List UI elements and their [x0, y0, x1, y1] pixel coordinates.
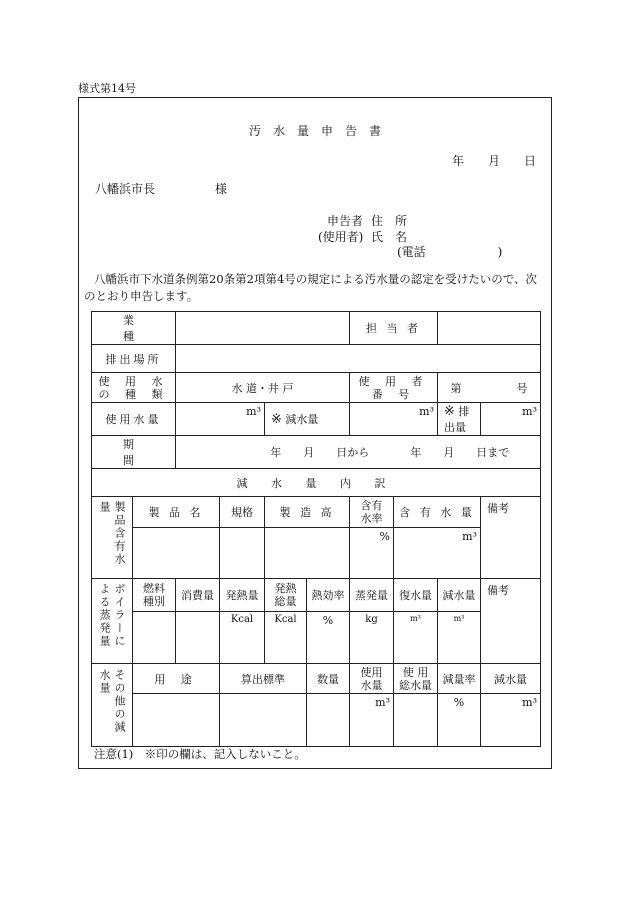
form-number: 様式第14号: [78, 82, 136, 95]
condensate-input[interactable]: m³: [394, 612, 438, 664]
consumption-header: 消費量: [176, 579, 220, 612]
boiler-reduction-header: 減水量: [438, 579, 481, 612]
statement-line-1: 八幡浜市下水道条例第20条第2項第4号の規定による汚水量の認定を受けたいので、次: [94, 272, 538, 286]
evaporation-header: 蒸発量: [350, 579, 394, 612]
rate-input[interactable]: %: [438, 694, 481, 747]
reduced-amount-label: ※ 減水量: [265, 403, 350, 436]
product-side-label: 製品含有水量: [92, 497, 133, 579]
user-number-label: 使 用 者 番 号: [350, 373, 438, 403]
user-number-input[interactable]: [438, 373, 541, 403]
phone-field: (電話 ): [397, 245, 503, 259]
heat-value-header: 発熱量: [220, 579, 265, 612]
product-name-header: 製 品 名: [133, 497, 220, 528]
business-type-label: 業 種: [92, 312, 176, 345]
user-number-suffix: 号: [516, 381, 528, 395]
efficiency-input[interactable]: %: [307, 612, 350, 664]
heat-value-input[interactable]: Kcal: [220, 612, 265, 664]
boiler-side-label: ボイラーによる蒸発量: [92, 579, 133, 664]
fuel-type-header: 燃料 種別: [133, 579, 176, 612]
water-content-input[interactable]: m³: [394, 528, 481, 579]
boiler-reduction-input[interactable]: m³: [438, 612, 481, 664]
period-input[interactable]: [176, 436, 541, 469]
rate-header: 減量率: [438, 664, 481, 694]
period-to: 年 月 日まで: [410, 446, 510, 459]
evaporation-input[interactable]: kg: [350, 612, 394, 664]
production-header: 製 造 高: [265, 497, 350, 528]
water-rate-input[interactable]: %: [350, 528, 394, 579]
total-water-input[interactable]: [394, 694, 438, 747]
fuel-type-input[interactable]: [133, 612, 176, 664]
other-reduction-header: 減水量: [481, 664, 541, 694]
other-reduction-input[interactable]: m³: [481, 694, 541, 747]
total-heat-header: 発熱 総量: [265, 579, 307, 612]
applicant-label-1: 申告者: [327, 214, 364, 228]
water-type-label: 使 用 水 の 種 類: [92, 373, 176, 403]
total-water-header: 使 用 総水量: [394, 664, 438, 694]
basis-input[interactable]: [220, 694, 307, 747]
water-content-header: 含 有 水 量: [394, 497, 481, 528]
date-line: 年 月 日: [452, 154, 537, 168]
purpose-header: 用 途: [133, 664, 220, 694]
period-from: 年 月 日から: [270, 446, 370, 459]
product-name-input[interactable]: [133, 528, 220, 579]
declaration-table: [91, 311, 541, 747]
person-in-charge-label: 担 当 者: [350, 312, 438, 345]
asterisk-mark: ※: [271, 412, 282, 427]
asterisk-mark: ※: [444, 404, 455, 419]
user-number-prefix: 第: [450, 381, 462, 395]
water-rate-header: 含有 水率: [350, 497, 394, 528]
water-used-label: 使用水量: [92, 403, 176, 436]
other-side-label: その他の減水量: [92, 664, 133, 747]
efficiency-header: 熱効率: [307, 579, 350, 612]
period-label: 期 間: [92, 436, 176, 469]
discharge-place-label: 排出場所: [92, 345, 176, 373]
product-remarks: 備考: [481, 497, 541, 579]
address-field-label: 住 所: [371, 214, 408, 228]
consumption-input[interactable]: [176, 612, 220, 664]
purpose-input[interactable]: [133, 694, 220, 747]
breakdown-header: 減 水 量 内 訳: [92, 469, 541, 497]
addressee: 八幡浜市長 様: [95, 182, 228, 196]
business-type-input[interactable]: [176, 312, 350, 345]
discharge-place-input[interactable]: [176, 345, 541, 373]
water-used-input[interactable]: m³: [176, 403, 265, 436]
production-input[interactable]: [265, 528, 350, 579]
form-title: 汚 水 量 申 告 書: [248, 124, 381, 138]
quantity-header: 数量: [307, 664, 350, 694]
footnote: 注意(1) ※印の欄は、記入しないこと。: [94, 747, 306, 761]
basis-header: 算出標準: [220, 664, 307, 694]
water-used-amount-input[interactable]: m³: [350, 694, 394, 747]
water-used-header: 使用 水量: [350, 664, 394, 694]
boiler-remarks: 備考: [481, 579, 541, 664]
discharged-amount-input[interactable]: m³: [481, 403, 541, 436]
spec-input[interactable]: [220, 528, 265, 579]
applicant-label-2: (使用者): [318, 230, 364, 244]
statement-line-2: のとおり申告します。: [84, 289, 199, 303]
name-field-label: 氏 名: [371, 230, 408, 244]
quantity-input[interactable]: [307, 694, 350, 747]
total-heat-input[interactable]: Kcal: [265, 612, 307, 664]
spec-header: 規格: [220, 497, 265, 528]
water-type-value[interactable]: 水 道・井 戸: [176, 373, 350, 403]
person-in-charge-input[interactable]: [438, 312, 541, 345]
condensate-header: 復水量: [394, 579, 438, 612]
discharged-amount-label: ※ 排出量: [438, 403, 481, 436]
reduced-amount-input[interactable]: m³: [350, 403, 438, 436]
